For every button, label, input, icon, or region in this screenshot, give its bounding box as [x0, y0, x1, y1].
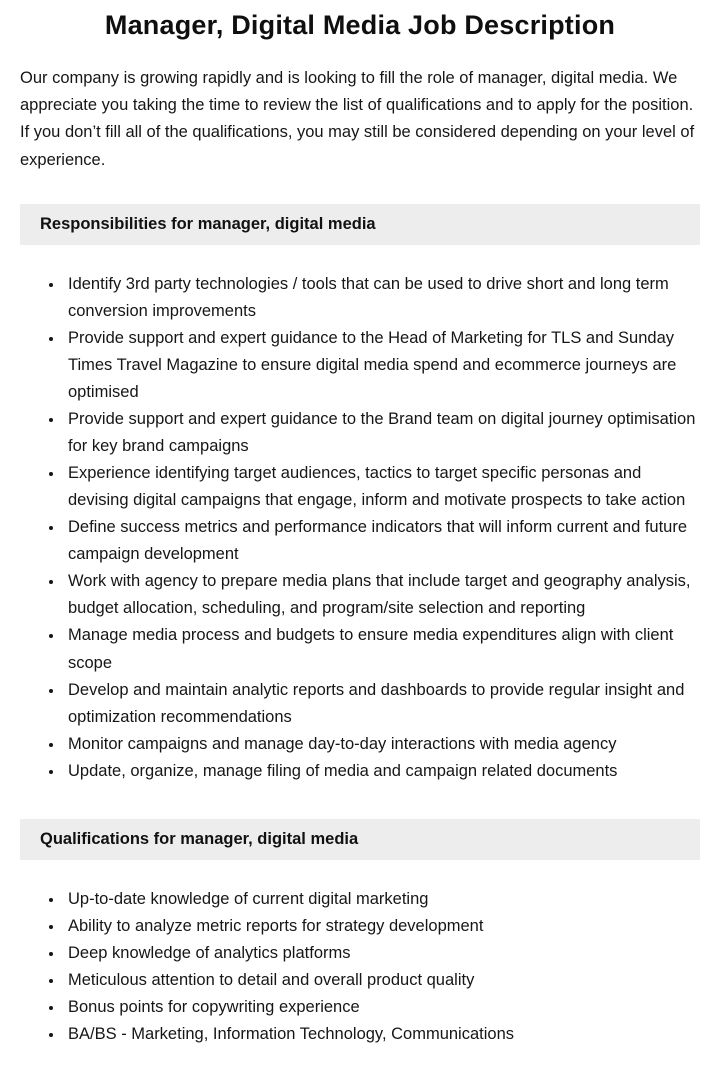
- page-title: Manager, Digital Media Job Description: [104, 10, 616, 40]
- list-item: • Ability to analyze metric reports for strategy development: [64, 913, 700, 940]
- list-item: • Up-to-date knowledge of current digital marketing: [64, 886, 700, 913]
- list-item: • Deep knowledge of analytics platforms: [64, 940, 700, 967]
- list-item: • Monitor campaigns and manage day-to-day interactions with media agency: [64, 731, 700, 758]
- intro-paragraph: Our company is growing rapidly and is looking to fill the role of manager, digital media. We appreciate you taking the time to review the list of qualifications and to apply for the position. If you don’t fill all of the qualifications, you may still be considered depending on your level of experience.: [20, 69, 695, 169]
- list-item: • Experience identifying target audiences, tactics to target specific personas and devising digital campaigns that engage, inform and motivate prospects to take action: [64, 460, 700, 514]
- list-item: • BA/BS - Marketing, Information Technology, Communications: [64, 1021, 700, 1048]
- list-item: • Work with agency to prepare media plans that include target and geography analysis, budget allocation, scheduling, and program/site selection and reporting: [64, 568, 700, 622]
- list-item: • Provide support and expert guidance to the Head of Marketing for TLS and Sunday Times Travel Magazine to ensure digital media spend and ecommerce journeys are optimised: [64, 325, 700, 406]
- list-item: • Meticulous attention to detail and overall product quality: [64, 967, 700, 994]
- qualifications-list: [20, 886, 700, 1048]
- responsibilities-section-header: Responsibilities for manager, digital media: [20, 204, 700, 245]
- list-item: • Define success metrics and performance indicators that will inform current and future campaign development: [64, 514, 700, 568]
- list-item: • Manage media process and budgets to ensure media expenditures align with client scope: [64, 622, 700, 676]
- list-item: • Identify 3rd party technologies / tools that can be used to drive short and long term conversion improvements: [64, 271, 700, 325]
- list-item: • Bonus points for copywriting experience: [64, 994, 700, 1021]
- list-item: • Develop and maintain analytic reports and dashboards to provide regular insight and optimization recommendations: [64, 677, 700, 731]
- list-item: • Update, organize, manage filing of media and campaign related documents: [64, 758, 700, 785]
- qualifications-section-header: Qualifications for manager, digital media: [20, 819, 700, 860]
- responsibilities-list: [20, 271, 700, 785]
- list-item: • Provide support and expert guidance to the Brand team on digital journey optimisation for key brand campaigns: [64, 406, 700, 460]
